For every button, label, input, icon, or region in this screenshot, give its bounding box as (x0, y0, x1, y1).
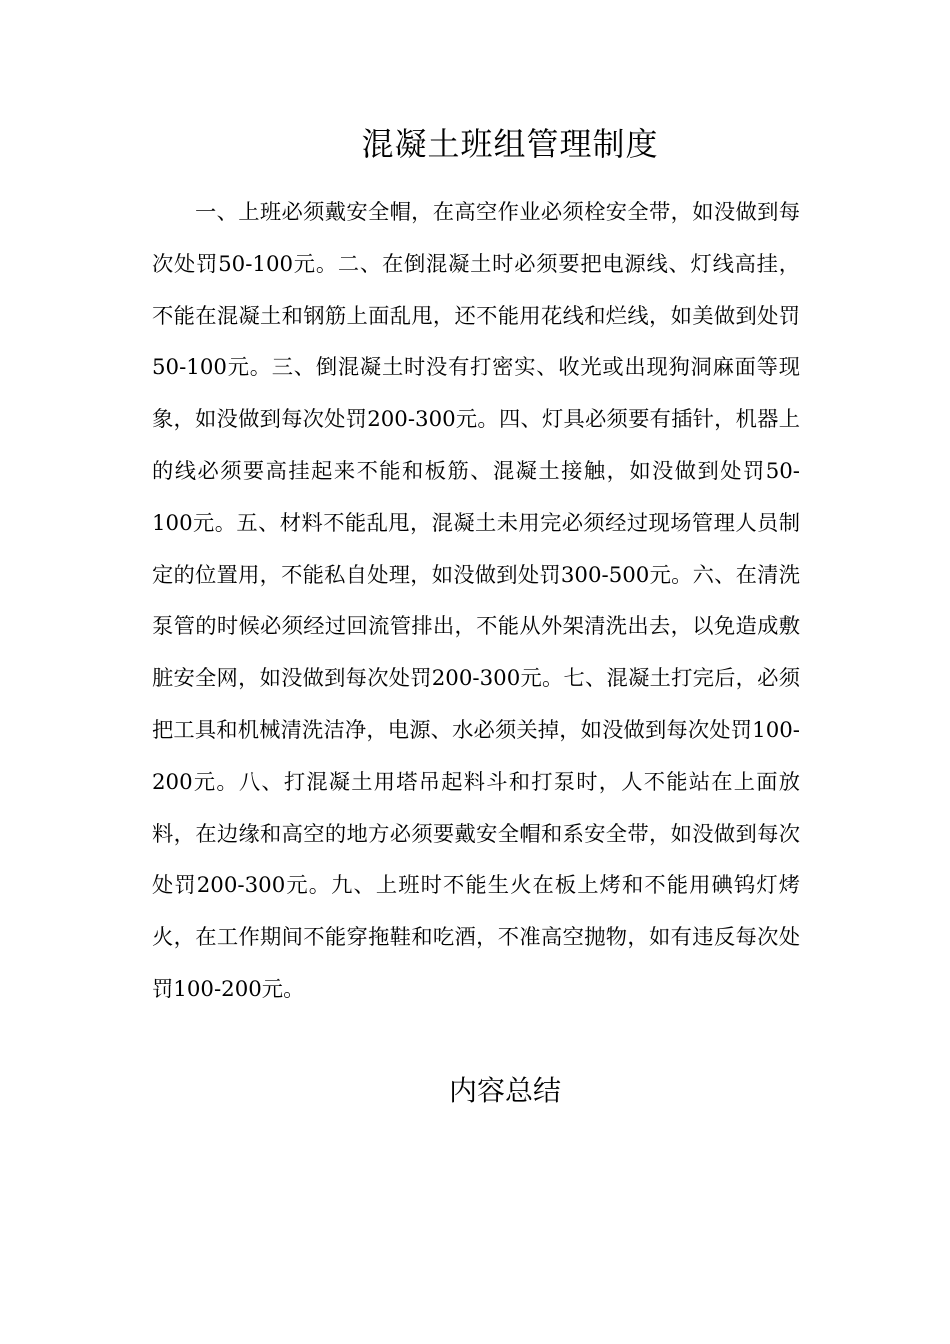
document-body-paragraph: 一、上班必须戴安全帽，在高空作业必须栓安全带，如没做到每次处罚50-100元。二、在倒混凝土时必须要把电源线、灯线高挂，不能在混凝土和钢筋上面乱甩，还不能用花线和烂线，如美做到处罚50-100元。三、倒混凝土时没有打密实、收光或出现狗洞麻面等现象，如没做到每次处罚200-300元。四、灯具必须要有插针，机器上的线必须要高挂起来不能和板筋、混凝土接触，如没做到处罚50-100元。五、材料不能乱甩，混凝土未用完必须经过现场管理人员制定的位置用，不能私自处理，如没做到处罚300-500元。六、在清洗泵管的时候必须经过回流管排出，不能从外架清洗出去，以免造成敷脏安全网，如没做到每次处罚200-300元。七、混凝土打完后，必须把工具和机械清洗洁净，电源、水必须关掉，如没做到每次处罚100-200元。八、打混凝土用塔吊起料斗和打泵时，人不能站在上面放料，在边缘和高空的地方必须要戴安全帽和系安全带，如没做到每次处罚200-300元。九、上班时不能生火在板上烤和不能用碘钨灯烤火，在工作期间不能穿拖鞋和吃酒，不准高空抛物，如有违反每次处罚100-200元。 (152, 200, 800, 1002)
document-title: 混凝土班组管理制度 (361, 125, 659, 163)
summary-heading: 内容总结 (448, 1074, 561, 1107)
